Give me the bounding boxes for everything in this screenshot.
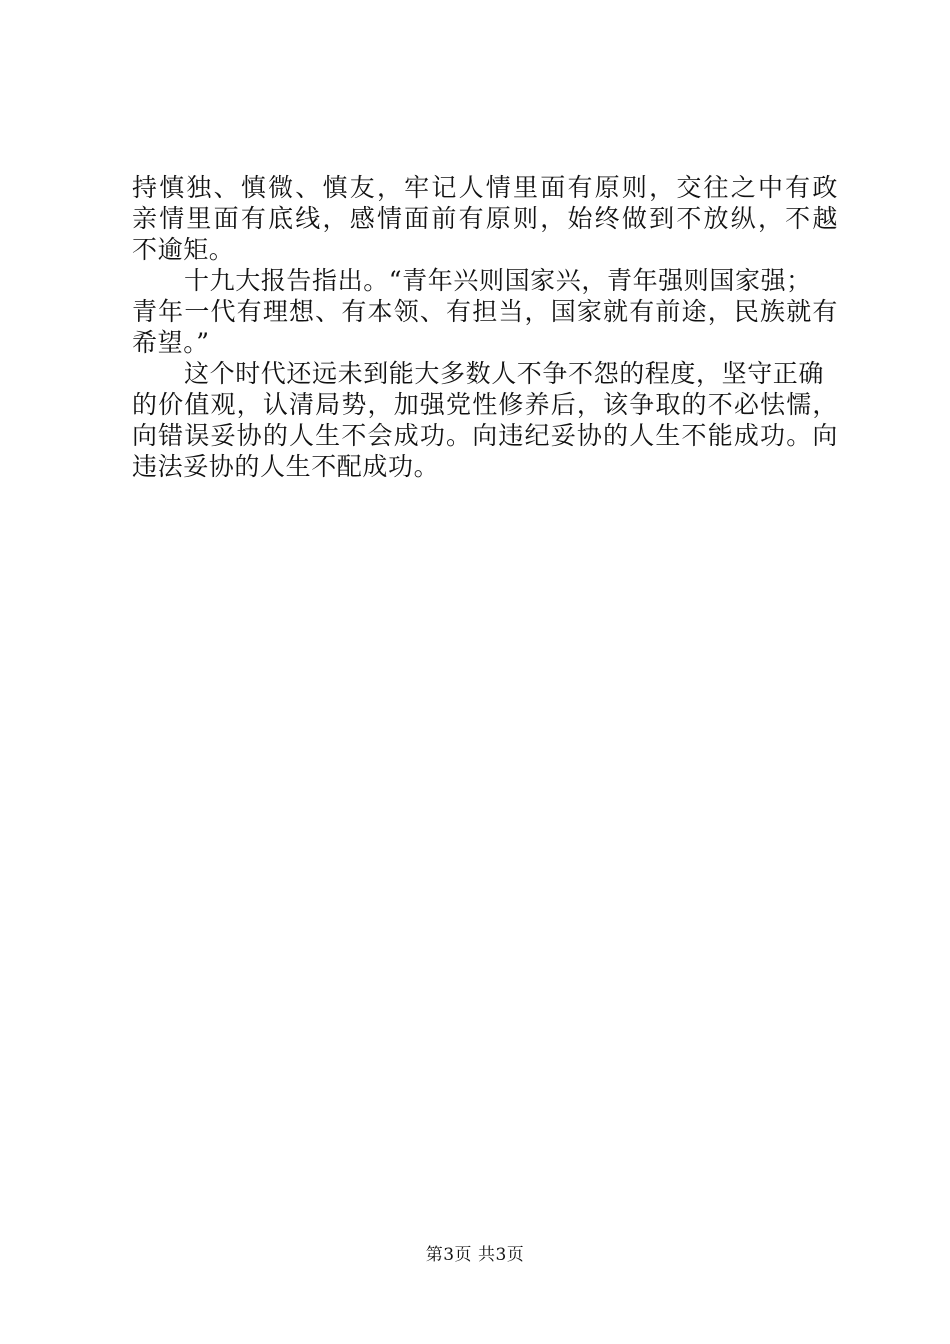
text-line: 青年一代有理想、有本领、有担当，国家就有前途，民族就有 — [132, 297, 838, 326]
document-body — [132, 172, 838, 482]
text-line-paragraph-start: 十九大报告指出。“青年兴则国家兴，青年强则国家强； — [184, 266, 812, 295]
page-number-label: 第3页 共3页 — [425, 1245, 525, 1265]
text-line-paragraph-start: 这个时代还远未到能大多数人不争不怨的程度，坚守正确 — [184, 359, 825, 388]
page-footer — [0, 1240, 950, 1265]
text-line: 不逾矩。 — [132, 235, 235, 264]
text-line: 亲情里面有底线，感情面前有原则，始终做到不放纵，不越 — [132, 204, 838, 233]
text-line: 希望。” — [132, 328, 210, 357]
text-line: 违法妥协的人生不配成功。 — [132, 452, 440, 481]
text-line: 向错误妥协的人生不会成功。向违纪妥协的人生不能成功。向 — [132, 421, 838, 450]
text-line: 的价值观，认清局势，加强党性修养后，该争取的不必怯懦， — [132, 390, 838, 419]
text-line: 持慎独、慎微、慎友，牢记人情里面有原则，交往之中有政 — [132, 173, 838, 202]
